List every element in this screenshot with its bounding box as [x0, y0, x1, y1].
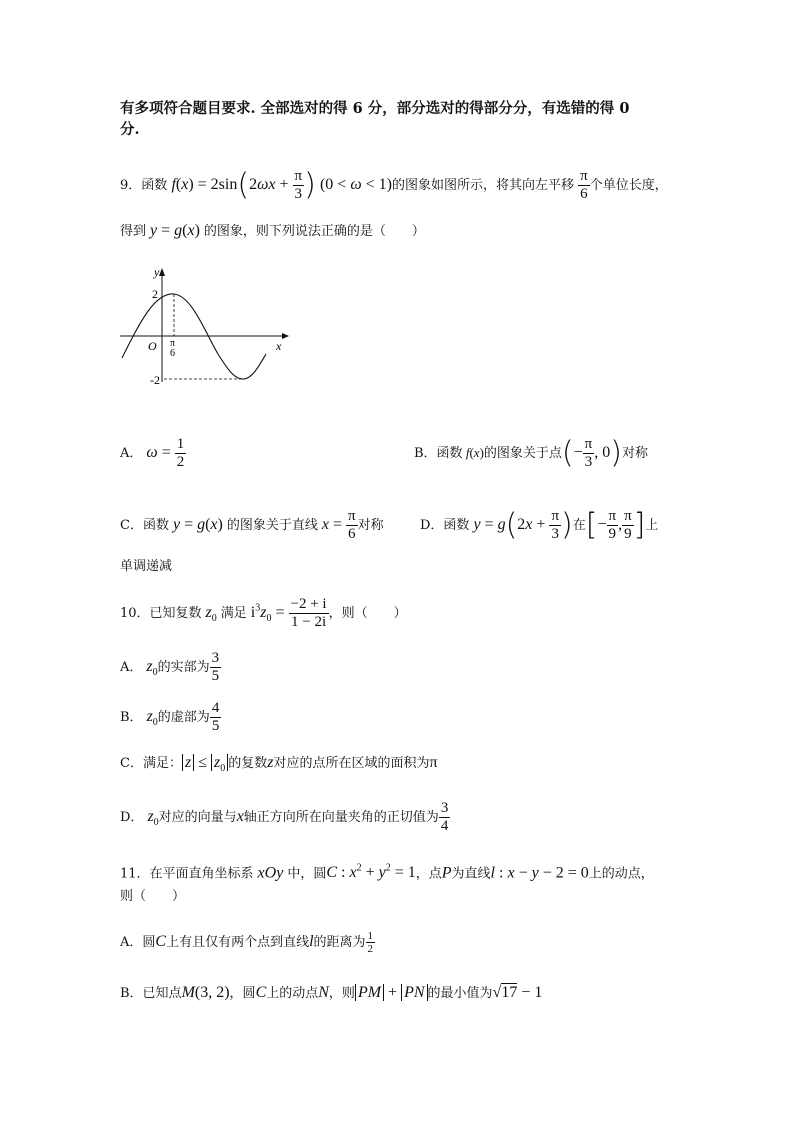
- q9-stem-line-1: 9．函数 f(x) = 2sin(2ωx + $\frac{\pi}{3}$ ) (0 < ω < 1)的图象如图所示，将其向左平移 $\frac{\pi}{6}$ 个单位长度，: [120, 167, 668, 203]
- y-axis-arrow-icon: [159, 268, 165, 276]
- peak-x-num: π: [170, 338, 176, 349]
- q11-stem-line-1: 11．在平面直角坐标系 xOy 中，圆C : $x^2 + y^2 = 1$，点P为直线l : x − y − 2 = 0上的动点，: [120, 863, 654, 882]
- q11-option-a[interactable]: A．圆C上有且仅有两个点到直线l的距离为 $\frac{1}{2}$: [120, 930, 374, 955]
- q9-option-d-line-2: 单调递减: [120, 559, 173, 574]
- instruction-line-2: 分.: [120, 121, 140, 138]
- q11-stem-line-2: 则（ ）: [120, 889, 186, 904]
- ymax-label: 2: [152, 287, 158, 301]
- q10-option-b[interactable]: B． $z_0$的虚部为 $\frac{4}{5}$: [120, 700, 220, 734]
- x-axis-arrow-icon: [282, 333, 289, 339]
- origin-label: O: [148, 339, 157, 353]
- peak-x-den: 6: [170, 348, 175, 359]
- instruction-line-1: 有多项符合题目要求. 全部选对的得 6 分，部分选对的得部分分，有选错的得 0: [120, 100, 630, 117]
- q9-option-c[interactable]: C．函数 y = g(x) 的图象关于直线 x = $\frac{\pi}{6}$ 对称: [120, 508, 384, 542]
- q9-sine-graph: [110, 262, 290, 392]
- q10-option-d[interactable]: D． $z_0$对应的向量与x轴正方向所在向量夹角的正切值为 $\frac{3}{4}$: [120, 800, 449, 834]
- q9-stem-line-2: 得到 y = g(x) 的图象，则下列说法正确的是（ ）: [120, 222, 425, 239]
- ymin-label: -2: [150, 373, 160, 387]
- q10-option-c[interactable]: C．满足： $z \le z_0$ 的复数z对应的点所在区域的面积为π: [120, 754, 438, 775]
- q9-option-b[interactable]: B．函数 f(x)的图象关于点(− $\frac{\pi}{3}$ , 0)对称: [414, 435, 648, 471]
- x-label: x: [276, 339, 282, 353]
- q11-option-b[interactable]: B．已知点M(3, 2)，圆C上的动点N，则 PM + PN 的最小值为√17 − 1: [120, 984, 543, 1001]
- q10-option-a[interactable]: A． $z_0$的实部为 $\frac{3}{5}$: [120, 650, 220, 684]
- q10-stem: 10．已知复数 $z_0$ 满足 $i^3z_0$ = $\frac{-2 + i}{1 - 2i}$ ，则（ ）: [120, 596, 407, 630]
- y-label: y: [154, 265, 160, 279]
- q9-option-a[interactable]: A． ω = $\frac{1}{2}$: [120, 436, 185, 470]
- q9-option-d[interactable]: D．函数 y = g(2x + $\frac{\pi}{3}$ )在[− $\frac{\pi}{9}$ , $\frac{\pi}{9}$ ]上: [420, 507, 659, 543]
